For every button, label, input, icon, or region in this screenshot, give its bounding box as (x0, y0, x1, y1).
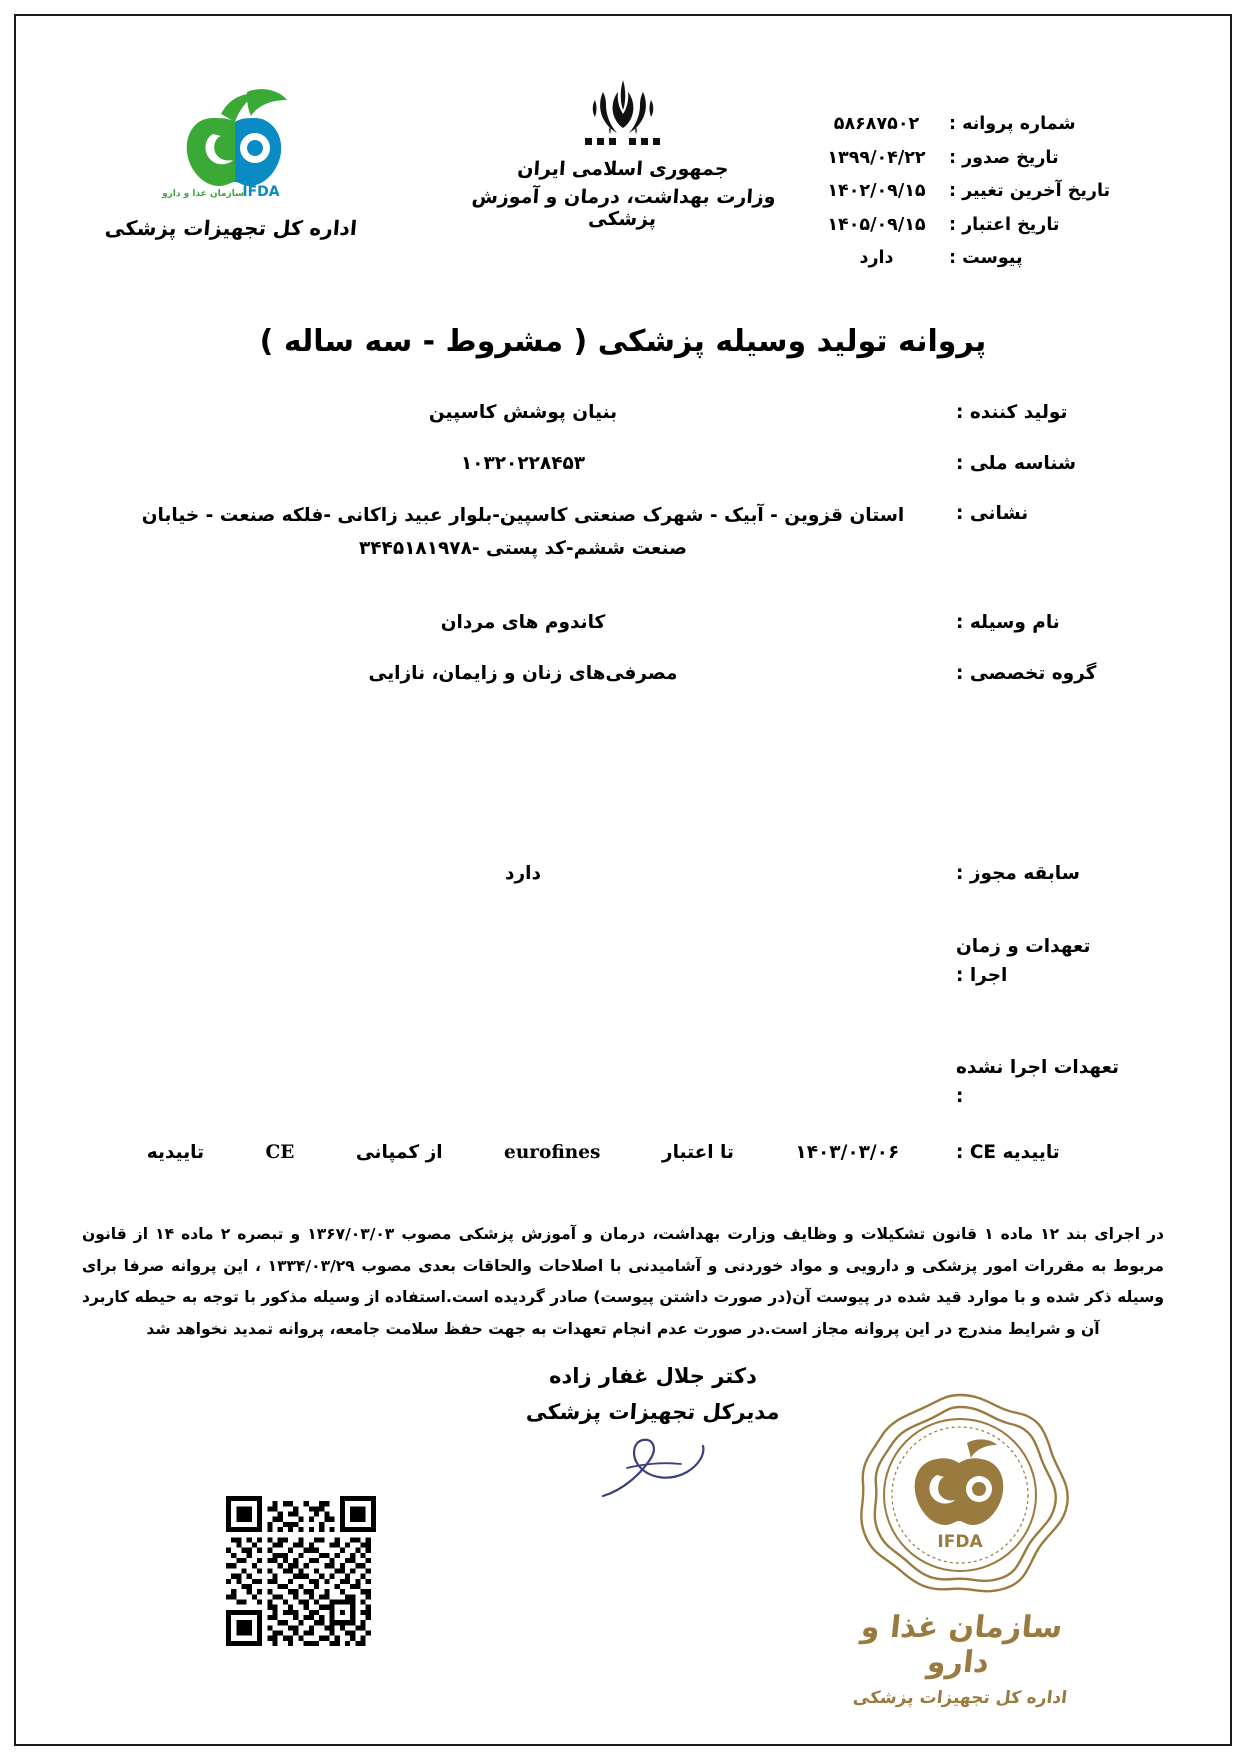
ifda-logo-icon (151, 84, 311, 204)
meta-label: تاریخ اعتبار : (949, 214, 1060, 235)
seal-department-name: اداره کل تجهیزات پزشکی (851, 1688, 1069, 1708)
field-label: تولید کننده : (956, 402, 1068, 423)
ifda-logo-text: IFDA (242, 184, 280, 200)
signatory-title: مدیرکل تجهیزات پزشکی (525, 1399, 781, 1424)
meta-value: ۱۴۰۵/۰۹/۱۵ (827, 214, 926, 235)
svg-text:سازمان غذا و دارو: سازمان غذا و دارو (162, 189, 244, 199)
ce-part-3: eurofines (504, 1141, 601, 1163)
ce-certificate-row (56, 1142, 1190, 1163)
field-row-national-id (116, 450, 1130, 479)
ministry-line-2: وزارت بهداشت، درمان و آموزش پزشکی (471, 186, 777, 230)
national-emblem-block (453, 74, 793, 230)
legal-paragraph: در اجرای بند ۱۲ ماده ۱ قانون تشکیلات و وظایف وزارت بهداشت، درمان و آموزش پزشکی مصوب ۱۳۶۷/۰۳/۰۳ و تبصره ۲ ماده ۱۴ از قانون مربوط به مقررات امور پزشکی و دارویی و مواد خوردنی و آشامیدنی با اصلاحات والحاقات بعدی مصوب ۱۳۳۴/۰۳/۲۹ ، این پروانه صرفا برای وسیله ذکر شده و با موارد قید شده در پیوست آن(در صورت داشتن پیوست) صادر گردیده است.استفاده از وسیله مذکور با توجه به حیطه کاربرد آن و شرایط مندرج در این پروانه مجاز است.در صورت عدم انجام تعهدات به جهت حفظ سلامت جامعه، پروانه تمدید نخواهد شد (82, 1224, 1164, 1339)
meta-value: ۱۴۰۲/۰۹/۱۵ (827, 181, 926, 201)
meta-value: دارد (859, 248, 894, 268)
meta-label: تاریخ آخرین تغییر : (949, 181, 1111, 201)
field-row-address (116, 500, 1130, 565)
seal-organization-name: سازمان غذا و دارو (859, 1610, 1065, 1680)
field-row-commitments (116, 933, 1130, 990)
fields-section (56, 399, 1190, 1112)
field-value: دارد (505, 863, 541, 885)
signatory-name: دکتر جلال غفار زاده (549, 1363, 757, 1388)
field-label: نام وسیله : (956, 612, 1060, 634)
qr-code-icon (226, 1496, 376, 1646)
field-row-manufacturer (116, 399, 1130, 428)
document-header (56, 46, 1190, 268)
ce-label: تاییدیه CE : (956, 1141, 1060, 1163)
meta-label: تاریخ صدور : (949, 147, 1059, 168)
field-row-unfulfilled-commitments (116, 1054, 1130, 1111)
ce-part-6: تاییدیه (146, 1141, 205, 1163)
field-value: مصرفی‌های زنان و زایمان، نازایی (368, 662, 678, 684)
field-value: کاندوم های مردان (440, 612, 606, 634)
document-footer (56, 1388, 1190, 1718)
meta-row-expiry-date (804, 214, 1134, 235)
meta-value: ۵۸۶۸۷۵۰۲ (833, 114, 920, 134)
meta-label: شماره پروانه : (949, 114, 1076, 134)
page-title: پروانه تولید وسیله پزشکی ( مشروط - سه ساله ) (259, 324, 987, 359)
meta-row-last-change-date (804, 183, 1134, 201)
field-label: تعهدات و زمان اجرا : (956, 936, 1091, 986)
ce-part-1: ۱۴۰۳/۰۳/۰۶ (795, 1141, 900, 1163)
field-row-specialty-group (116, 660, 1130, 689)
field-value: بنیان پوشش کاسپین (428, 402, 618, 423)
certificate-page (14, 14, 1232, 1746)
field-label: نشانی : (956, 503, 1029, 525)
field-row-permit-history (116, 860, 1130, 889)
field-label: گروه تخصصی : (956, 662, 1097, 684)
meta-row-attachment (804, 250, 1134, 268)
meta-label: پیوست : (949, 248, 1023, 268)
official-seal (840, 1387, 1080, 1708)
qr-code (226, 1496, 376, 1650)
iran-emblem-icon (575, 74, 671, 152)
meta-row-issue-date (804, 147, 1134, 168)
ministry-line-1: جمهوری اسلامی ایران (516, 158, 730, 180)
ifda-caption: اداره کل تجهیزات پزشکی (104, 216, 358, 240)
field-value: استان قزوین - آبیک - شهرک صنعتی کاسپین-بلوار عبید زاکانی -فلکه صنعت - خیابان صنعت ششم-کد پستی -۳۴۴۵۱۸۱۹۷۸ (141, 505, 905, 559)
seal-label: IFDA (937, 1532, 983, 1552)
license-meta-block (804, 116, 1134, 284)
field-row-device-name (116, 609, 1130, 638)
ce-part-4: از کمپانی (355, 1141, 443, 1163)
ifda-gold-seal-icon (845, 1387, 1075, 1602)
field-value: ۱۰۳۲۰۲۲۸۴۵۳ (460, 452, 586, 474)
meta-row-license-number (804, 116, 1134, 134)
field-label: سابقه مجوز : (956, 863, 1080, 885)
ifda-logo-block (86, 84, 376, 240)
meta-value: ۱۳۹۹/۰۴/۲۲ (827, 147, 926, 168)
field-label: شناسه ملی : (956, 452, 1077, 474)
field-label: تعهدات اجرا نشده : (956, 1057, 1120, 1108)
ce-part-2: تا اعتبار (661, 1141, 734, 1163)
ce-part-5: CE (265, 1141, 295, 1163)
